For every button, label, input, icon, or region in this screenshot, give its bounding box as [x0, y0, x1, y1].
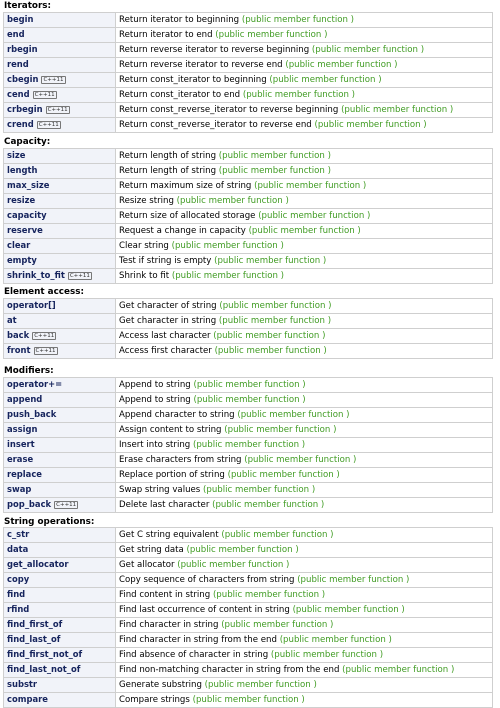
member-name-cell — [4, 618, 116, 633]
member-name-link[interactable]: append — [7, 394, 43, 404]
member-name-link[interactable]: get_allocator — [7, 559, 69, 569]
member-row — [4, 118, 493, 133]
member-description: Erase characters from string — [119, 454, 242, 465]
member-kind: (public member function ) — [221, 529, 334, 540]
member-row — [4, 164, 493, 179]
member-description-cell — [116, 438, 493, 453]
cpp11-badge-icon: C++11 — [35, 348, 56, 354]
member-row — [4, 603, 493, 618]
member-description: Return const_reverse_iterator to reverse beginning — [119, 104, 339, 115]
member-name-cell — [4, 164, 116, 179]
member-row — [4, 149, 493, 164]
member-description-cell — [116, 344, 493, 359]
member-name-link[interactable]: push_back — [7, 409, 57, 419]
member-description-cell — [116, 58, 493, 73]
member-kind: (public member function ) — [192, 439, 306, 450]
member-name-cell — [4, 573, 116, 588]
member-description-cell — [116, 633, 493, 648]
member-name-cell — [4, 558, 116, 573]
member-description-cell — [116, 209, 493, 224]
member-kind: (public member function ) — [224, 424, 337, 435]
member-kind: (public member function ) — [341, 104, 454, 115]
member-name-link[interactable]: resize — [7, 195, 36, 205]
member-description-cell — [116, 224, 493, 239]
member-description: Get string data — [119, 544, 184, 555]
member-description-cell — [116, 254, 493, 269]
member-row — [4, 254, 493, 269]
member-name-link[interactable]: copy — [7, 574, 30, 584]
member-name-cell — [4, 378, 116, 393]
member-kind: (public member function ) — [212, 499, 325, 510]
member-row — [4, 573, 493, 588]
member-name-cell — [4, 678, 116, 693]
member-description-cell — [116, 648, 493, 663]
cpp11-badge-icon: C++11 — [43, 77, 64, 83]
member-name-link[interactable]: max_size — [7, 180, 50, 190]
iterators-table — [3, 12, 493, 133]
member-description-cell — [116, 164, 493, 179]
member-kind: (public member function ) — [171, 270, 285, 281]
member-name-cell — [4, 423, 116, 438]
member-description: Return iterator to beginning — [119, 14, 240, 25]
member-kind: (public member function ) — [215, 29, 328, 40]
member-kind: (public member function ) — [193, 379, 306, 390]
member-row — [4, 344, 493, 359]
member-description-cell — [116, 663, 493, 678]
member-row — [4, 468, 493, 483]
member-row — [4, 58, 493, 73]
member-kind: (public member function ) — [269, 74, 382, 85]
member-description: Get C string equivalent — [119, 529, 219, 540]
member-name-cell — [4, 314, 116, 329]
member-description-cell — [116, 423, 493, 438]
member-name-link[interactable]: rend — [7, 59, 29, 69]
member-description-cell — [116, 194, 493, 209]
member-name-cell — [4, 648, 116, 663]
member-description: Return maximum size of string — [119, 180, 252, 191]
member-kind: (public member function ) — [214, 255, 327, 266]
member-description: Assign content to string — [119, 424, 222, 435]
member-description: Test if string is empty — [119, 255, 212, 266]
member-description-cell — [116, 483, 493, 498]
member-row — [4, 103, 493, 118]
member-name-link[interactable]: cbegin — [7, 74, 39, 84]
member-kind: (public member function ) — [279, 634, 392, 645]
member-description: Find absence of character in string — [119, 649, 269, 660]
member-description-cell — [116, 118, 493, 133]
member-description: Get character in string — [119, 315, 217, 326]
member-description: Append character to string — [119, 409, 235, 420]
member-kind: (public member function ) — [177, 559, 290, 570]
member-description: Find character in string from the end — [119, 634, 277, 645]
member-name-link[interactable]: find — [7, 589, 26, 599]
modifiers-table — [3, 377, 493, 513]
member-name-cell — [4, 468, 116, 483]
member-description: Delete last character — [119, 499, 210, 510]
member-description-cell — [116, 13, 493, 28]
member-kind: (public member function ) — [219, 300, 332, 311]
member-description-cell — [116, 588, 493, 603]
member-kind: (public member function ) — [203, 484, 316, 495]
member-description: Return const_reverse_iterator to reverse end — [119, 119, 312, 130]
member-description-cell — [116, 149, 493, 164]
member-description: Copy sequence of characters from string — [119, 574, 295, 585]
member-kind: (public member function ) — [292, 604, 405, 615]
member-name-link[interactable]: begin — [7, 14, 34, 24]
member-description: Get allocator — [119, 559, 175, 570]
member-name-cell — [4, 209, 116, 224]
member-name-link[interactable]: crbegin — [7, 104, 43, 114]
member-description: Return const_iterator to end — [119, 89, 241, 100]
member-name-link[interactable]: c_str — [7, 529, 30, 539]
member-description: Compare strings — [119, 694, 190, 705]
member-description-cell — [116, 453, 493, 468]
member-row — [4, 13, 493, 28]
member-description: Request a change in capacity — [119, 225, 246, 236]
member-description-cell — [116, 329, 493, 344]
member-description: Swap string values — [119, 484, 201, 495]
member-row — [4, 378, 493, 393]
member-row — [4, 329, 493, 344]
member-kind: (public member function ) — [227, 469, 340, 480]
member-row — [4, 663, 493, 678]
member-name-link[interactable]: find_first_of — [7, 619, 63, 629]
member-name-link[interactable]: find_last_not_of — [7, 664, 81, 674]
member-name-cell — [4, 543, 116, 558]
member-row — [4, 269, 493, 284]
member-name-cell — [4, 73, 116, 88]
member-description: Get character of string — [119, 300, 217, 311]
section-title-string-operations: String operations: — [4, 517, 95, 527]
member-description: Find last occurrence of content in string — [119, 604, 290, 615]
member-kind: (public member function ) — [242, 89, 356, 100]
member-row — [4, 633, 493, 648]
element-access-table — [3, 298, 493, 359]
member-name-cell — [4, 13, 116, 28]
member-description-cell — [116, 498, 493, 513]
member-name-cell — [4, 118, 116, 133]
member-name-cell — [4, 269, 116, 284]
member-name-link[interactable]: size — [7, 150, 26, 160]
member-name-cell — [4, 88, 116, 103]
member-name-link[interactable]: swap — [7, 484, 32, 494]
member-description-cell — [116, 618, 493, 633]
member-name-cell — [4, 254, 116, 269]
cpp11-badge-icon: C++11 — [34, 333, 55, 339]
member-description: Return size of allocated storage — [119, 210, 256, 221]
member-name-cell — [4, 149, 116, 164]
member-description-cell — [116, 393, 493, 408]
member-name-cell — [4, 28, 116, 43]
member-description-cell — [116, 314, 493, 329]
member-description-cell — [116, 408, 493, 423]
cpp11-badge-icon: C++11 — [38, 122, 59, 128]
member-description-cell — [116, 269, 493, 284]
member-description: Return reverse iterator to reverse beginning — [119, 44, 310, 55]
member-name-link[interactable]: replace — [7, 469, 42, 479]
member-description: Return length of string — [119, 165, 217, 176]
cpp11-badge-icon: C++11 — [69, 273, 90, 279]
member-row — [4, 209, 493, 224]
member-description-cell — [116, 693, 493, 708]
member-name-link[interactable]: back — [7, 330, 30, 340]
member-name-link[interactable]: insert — [7, 439, 35, 449]
member-description: Append to string — [119, 379, 191, 390]
member-description-cell — [116, 88, 493, 103]
member-row — [4, 558, 493, 573]
section-title-iterators: Iterators: — [4, 1, 52, 11]
member-name-link[interactable]: crend — [7, 119, 34, 129]
member-name-link[interactable]: empty — [7, 255, 37, 265]
member-description-cell — [116, 543, 493, 558]
member-row — [4, 483, 493, 498]
member-kind: (public member function ) — [314, 119, 427, 130]
member-kind: (public member function ) — [270, 649, 384, 660]
member-description: Insert into string — [119, 439, 191, 450]
member-description-cell — [116, 378, 493, 393]
section-title-modifiers: Modifiers: — [4, 366, 54, 376]
member-name-cell — [4, 528, 116, 543]
member-name-cell — [4, 179, 116, 194]
member-name-link[interactable]: cend — [7, 89, 30, 99]
member-description: Clear string — [119, 240, 169, 251]
member-kind: (public member function ) — [218, 150, 331, 161]
member-name-cell — [4, 633, 116, 648]
member-name-link[interactable]: at — [7, 315, 17, 325]
member-description: Append to string — [119, 394, 191, 405]
member-description: Return length of string — [119, 150, 217, 161]
member-description: Access last character — [119, 330, 211, 341]
member-description-cell — [116, 558, 493, 573]
member-row — [4, 498, 493, 513]
member-kind: (public member function ) — [237, 409, 350, 420]
member-description-cell — [116, 603, 493, 618]
member-description-cell — [116, 103, 493, 118]
member-row — [4, 528, 493, 543]
member-name-link[interactable]: operator+= — [7, 379, 63, 389]
member-row — [4, 224, 493, 239]
member-name-cell — [4, 693, 116, 708]
member-kind: (public member function ) — [248, 225, 361, 236]
member-kind: (public member function ) — [176, 195, 289, 206]
member-name-link[interactable]: compare — [7, 694, 48, 704]
member-name-cell — [4, 498, 116, 513]
member-kind: (public member function ) — [258, 210, 371, 221]
member-name-cell — [4, 103, 116, 118]
member-description: Find content in string — [119, 589, 211, 600]
member-kind: (public member function ) — [212, 589, 326, 600]
member-name-link[interactable]: reserve — [7, 225, 43, 235]
member-description-cell — [116, 528, 493, 543]
member-kind: (public member function ) — [171, 240, 284, 251]
member-description: Resize string — [119, 195, 174, 206]
member-name-cell — [4, 438, 116, 453]
member-name-cell — [4, 344, 116, 359]
member-name-cell — [4, 239, 116, 254]
member-name-link[interactable]: front — [7, 345, 31, 355]
member-description: Access first character — [119, 345, 212, 356]
member-row — [4, 43, 493, 58]
member-description: Return reverse iterator to reverse end — [119, 59, 283, 70]
member-description-cell — [116, 43, 493, 58]
member-row — [4, 88, 493, 103]
member-name-cell — [4, 408, 116, 423]
member-row — [4, 239, 493, 254]
member-name-cell — [4, 194, 116, 209]
member-kind: (public member function ) — [192, 694, 305, 705]
member-row — [4, 194, 493, 209]
member-name-link[interactable]: length — [7, 165, 38, 175]
member-row — [4, 408, 493, 423]
member-kind: (public member function ) — [342, 664, 455, 675]
member-row — [4, 648, 493, 663]
member-name-cell — [4, 224, 116, 239]
member-row — [4, 314, 493, 329]
member-kind: (public member function ) — [311, 44, 425, 55]
member-name-link[interactable]: find_first_not_of — [7, 649, 83, 659]
member-description-cell — [116, 468, 493, 483]
member-kind: (public member function ) — [204, 679, 317, 690]
member-row — [4, 438, 493, 453]
member-row — [4, 543, 493, 558]
member-name-link[interactable]: pop_back — [7, 499, 52, 509]
member-description: Return iterator to end — [119, 29, 213, 40]
member-name-link[interactable]: end — [7, 29, 25, 39]
member-kind: (public member function ) — [221, 619, 334, 630]
string-operations-table — [3, 527, 493, 708]
member-description-cell — [116, 678, 493, 693]
capacity-table — [3, 148, 493, 284]
member-row — [4, 393, 493, 408]
member-name-cell — [4, 43, 116, 58]
cpp11-badge-icon: C++11 — [56, 502, 77, 508]
member-row — [4, 179, 493, 194]
member-description-cell — [116, 73, 493, 88]
member-kind: (public member function ) — [218, 165, 331, 176]
member-name-link[interactable]: capacity — [7, 210, 47, 220]
member-kind: (public member function ) — [241, 14, 355, 25]
member-description: Shrink to fit — [119, 270, 170, 281]
member-row — [4, 453, 493, 468]
member-kind: (public member function ) — [186, 544, 299, 555]
member-name-link[interactable]: substr — [7, 679, 38, 689]
member-description-cell — [116, 299, 493, 314]
member-row — [4, 423, 493, 438]
member-description: Find character in string — [119, 619, 219, 630]
member-description: Return const_iterator to beginning — [119, 74, 267, 85]
member-name-cell — [4, 663, 116, 678]
member-name-cell — [4, 329, 116, 344]
member-row — [4, 588, 493, 603]
member-name-link[interactable]: rfind — [7, 604, 30, 614]
member-row — [4, 693, 493, 708]
member-kind: (public member function ) — [297, 574, 410, 585]
member-kind: (public member function ) — [254, 180, 367, 191]
cpp11-badge-icon: C++11 — [34, 92, 55, 98]
member-kind: (public member function ) — [214, 345, 327, 356]
member-name-link[interactable]: rbegin — [7, 44, 38, 54]
member-description-cell — [116, 179, 493, 194]
member-description-cell — [116, 573, 493, 588]
member-description-cell — [116, 28, 493, 43]
member-kind: (public member function ) — [285, 59, 398, 70]
member-row — [4, 618, 493, 633]
member-name-cell — [4, 58, 116, 73]
member-name-cell — [4, 588, 116, 603]
member-name-cell — [4, 483, 116, 498]
member-description: Replace portion of string — [119, 469, 225, 480]
member-kind: (public member function ) — [193, 394, 306, 405]
member-name-cell — [4, 299, 116, 314]
member-name-link[interactable]: clear — [7, 240, 31, 250]
member-name-cell — [4, 393, 116, 408]
member-row — [4, 678, 493, 693]
member-name-link[interactable]: shrink_to_fit — [7, 270, 65, 280]
member-name-link[interactable]: operator[] — [7, 300, 56, 310]
section-title-element-access: Element access: — [4, 287, 84, 297]
member-kind: (public member function ) — [218, 315, 332, 326]
member-description-cell — [116, 239, 493, 254]
member-name-link[interactable]: erase — [7, 454, 34, 464]
member-description: Generate substring — [119, 679, 202, 690]
member-name-cell — [4, 453, 116, 468]
member-kind: (public member function ) — [213, 330, 326, 341]
member-row — [4, 73, 493, 88]
member-kind: (public member function ) — [244, 454, 357, 465]
member-row — [4, 28, 493, 43]
member-name-cell — [4, 603, 116, 618]
member-name-link[interactable]: find_last_of — [7, 634, 61, 644]
member-name-link[interactable]: assign — [7, 424, 38, 434]
member-name-link[interactable]: data — [7, 544, 29, 554]
cpp11-badge-icon: C++11 — [47, 107, 68, 113]
member-description: Find non-matching character in string from the end — [119, 664, 340, 675]
section-title-capacity: Capacity: — [4, 137, 51, 147]
member-row — [4, 299, 493, 314]
